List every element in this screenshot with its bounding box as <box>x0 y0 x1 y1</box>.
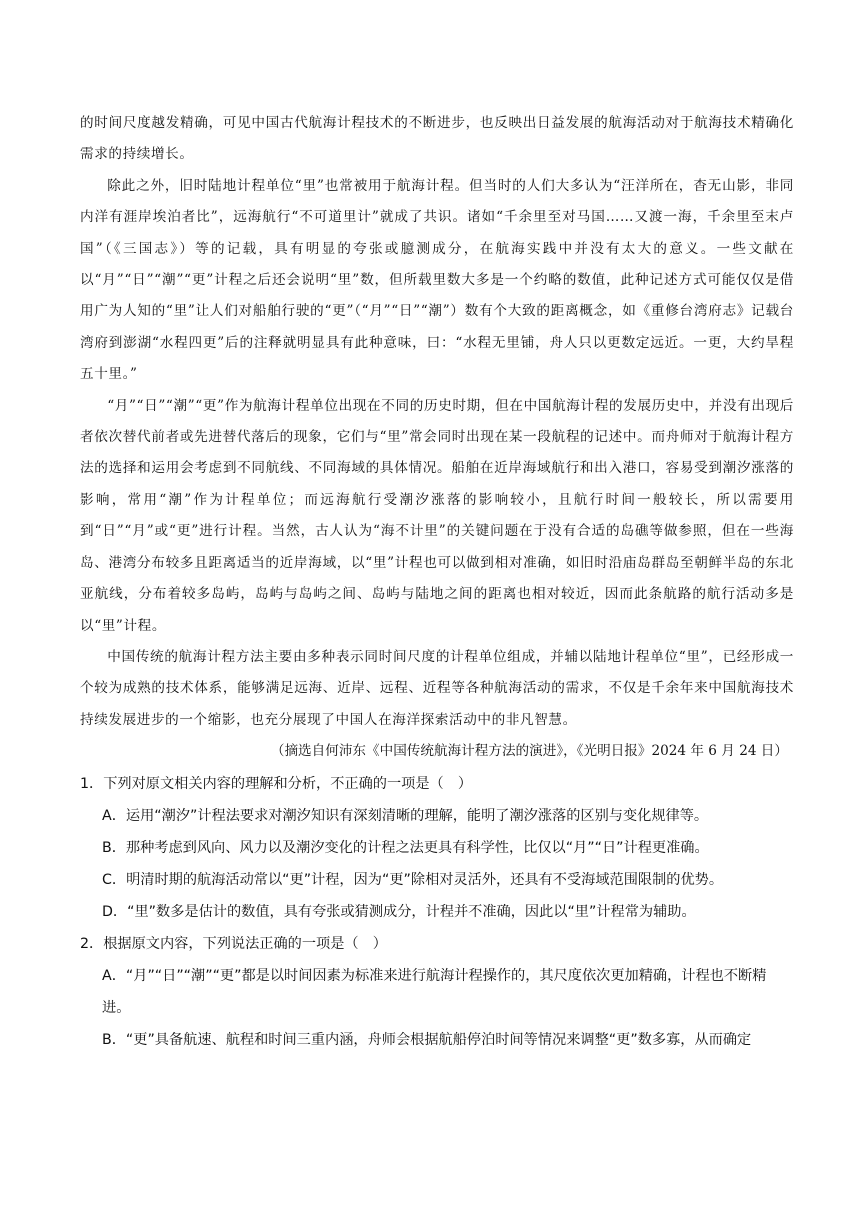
question-2 <box>80 928 794 1056</box>
passage-paragraph-4: 中国传统的航海计程方法主要由多种表示同时间尺度的计程单位组成，并辅以陆地计程单位“里”，已经形成一个较为成熟的技术体系，能够满足远海、近岸、远程、近程等各种航海活动的需求，不仅是千余年来中国航海技术持续发展进步的一个缩影，也充分展现了中国人在海洋探索活动中的非凡智慧。 <box>80 648 794 728</box>
option-letter: B． <box>102 839 126 856</box>
option-letter: C． <box>102 871 127 888</box>
passage-paragraph-2: 除此之外，旧时陆地计程单位“里”也常被用于航海计程。但当时的人们大多认为“汪洋所在，杳无山影，非同内洋有涯岸埃泊者比”，远海航行“不可道里计”就成了共识。诸如“千余里至对马国……又渡一海，千余里至末卢国”（《三国志》）等的记载，具有明显的夸张或臆测成分，在航海实践中并没有太大的意义。一些文献在以“月”“日”“潮”“更”计程之后还会说明“里”数，但所载里数大多是一个约略的数值，此种记述方式可能仅仅是借用广为人知的“里”让人们对船舶行驶的“更”（“月”“日”“潮”）数有个大致的距离概念，如《重修台湾府志》记载台湾府到澎湖“水程四更”后的注释就明显具有此种意味，曰：“水程无里铺，舟人只以更数定远近。一更，大约旱程五十里。” <box>80 177 794 383</box>
option-letter: D． <box>102 903 128 920</box>
question-1-stem: 1．下列对原文相关内容的理解和分析，不正确的一项是（ ） <box>80 775 473 792</box>
option-text: 运用“潮汐”计程法要求对潮汐知识有深刻清晰的理解，能明了潮汐涨落的区别与变化规律等。 <box>125 807 709 824</box>
passage-paragraph-1: 的时间尺度越发精确，可见中国古代航海计程技术的不断进步，也反映出日益发展的航海活动对于航海技术精确化需求的持续增长。 <box>80 115 794 163</box>
option-text: “月”“日”“潮”“更”都是以时间因素为标准来进行航海计程操作的，其尺度依次更加精确，计程也不断精进。 <box>102 967 767 1016</box>
option-text: 那种考虑到风向、风力以及潮汐变化的计程之法更具有科学性，比仅以“月”“日”计程更准确。 <box>125 839 709 856</box>
option-letter: A． <box>102 807 126 824</box>
question-1-option-c[interactable] <box>80 864 794 896</box>
option-text: “更”具备航速、航程和时间三重内涵，舟师会根据航船停泊时间等情况来调整“更”数多寡，从而确定 <box>125 1031 752 1048</box>
document-content <box>80 108 794 1056</box>
option-text: 明清时期的航海活动常以“更”计程，因为“更”除相对灵活外，还具有不受海域范围限制的优势。 <box>126 871 724 888</box>
question-1-option-d[interactable] <box>80 896 794 928</box>
option-text: “里”数多是估计的数值，具有夸张或猜测成分，计程并不准确，因此以“里”计程常为辅助。 <box>127 903 696 920</box>
question-2-option-a[interactable] <box>80 960 794 1024</box>
option-letter: B． <box>102 1031 126 1048</box>
question-2-option-b[interactable] <box>80 1024 794 1056</box>
option-letter: A． <box>102 967 126 984</box>
question-1-option-b[interactable] <box>80 832 794 864</box>
passage-paragraph-3: “月”“日”“潮”“更”作为航海计程单位出现在不同的历史时期，但在中国航海计程的发展历史中，并没有出现后者依次替代前者或先进替代落后的现象，它们与“里”常会同时出现在某一段航程的记述中。而舟师对于航海计程方法的选择和运用会考虑到不同航线、不同海域的具体情况。船舶在近岸海域航行和出入港口，容易受到潮汐涨落的影响，常用“潮”作为计程单位；而远海航行受潮汐涨落的影响较小，且航行时间一般较长，所以需要用到“日”“月”或“更”进行计程。当然，古人认为“海不计里”的关键问题在于没有合适的岛礁等做参照，但在一些海岛、港湾分布较多且距离适当的近岸海域，以“里”计程也可以做到相对准确，如旧时沿庙岛群岛至朝鲜半岛的东北亚航线，分布着较多岛屿，岛屿与岛屿之间、岛屿与陆地之间的距离也相对较近，因而此条航路的航行活动多是以“里”计程。 <box>80 397 794 634</box>
question-1 <box>80 768 794 928</box>
passage-source: （摘选自何沛东《中国传统航海计程方法的演进》，《光明日报》2024 年 6 月 24 日） <box>270 743 788 760</box>
question-1-option-a[interactable] <box>80 800 794 832</box>
passage <box>80 108 794 768</box>
question-2-stem: 2．根据原文内容，下列说法正确的一项是（ ） <box>80 935 387 952</box>
